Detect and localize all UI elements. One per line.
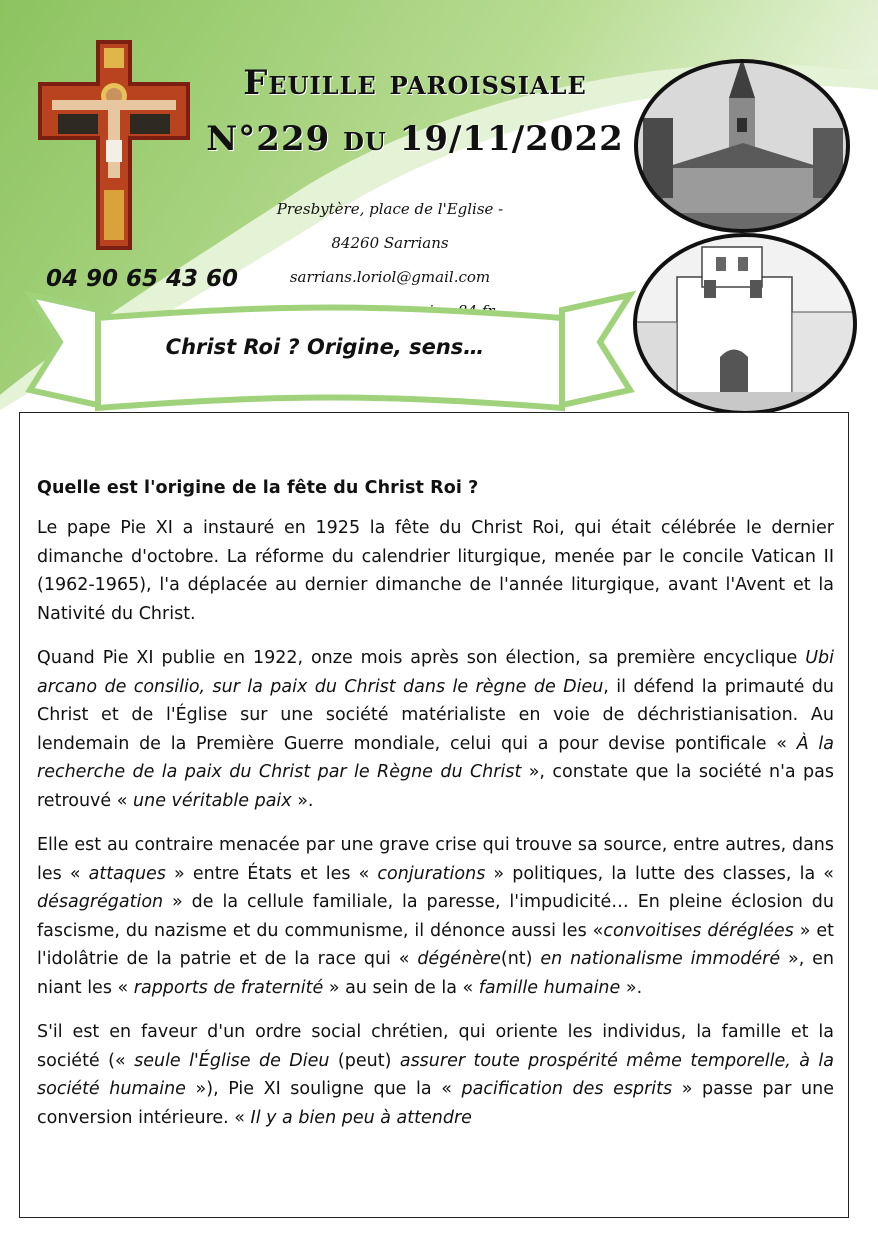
crucifix-image	[38, 40, 190, 250]
issue-number-date: N°229 du 19/11/2022	[206, 119, 624, 159]
title-block	[200, 55, 630, 167]
email-address[interactable]: sarrians.loriol@gmail.com	[289, 268, 491, 286]
address-line: Presbytère, place de l'Eglise -	[276, 200, 504, 218]
church-drawing	[632, 232, 858, 416]
article-content	[37, 478, 834, 1148]
church-photo	[633, 58, 851, 234]
phone-number: 04 90 65 43 60	[46, 266, 239, 292]
article-box	[19, 412, 849, 1218]
paragraph-2: Quand Pie XI publie en 1922, onze mois après son élection, sa première encyclique Ubi arcano de consilio, sur la paix du Christ dans le règne de Dieu, il défend la primauté du Christ et de l'Église sur une société matérialiste en voie de déchristianisation. Au lendemain de la Première Guerre mondiale, celui qui a pour devise pontificale « À la recherche de la paix du Christ par le Règne du Christ », constate que la société n'a pas retrouvé « une véritable paix ».	[37, 648, 834, 811]
sheet-title: Feuille paroissiale	[243, 63, 587, 103]
paragraph-3: Elle est au contraire menacée par une grave crise qui trouve sa source, entre autres, dans les « attaques » entre États et les « conjurations » politiques, la lutte des classes, la « désagrégation » de la cellule familiale, la paresse, l'impudicité… En pleine éclosion du fascisme, du nazisme et du communisme, il dénonce aussi les «convoitises déréglées » et l'idolâtrie de la patrie et de la race qui « dégénère(nt) en nationalisme immodéré », en niant les « rapports de fraternité » au sein de la « famille humaine ».	[37, 835, 834, 998]
article-heading: Quelle est l'origine de la fête du Christ Roi ?	[37, 478, 479, 498]
banner-title: Christ Roi ? Origine, sens…	[165, 335, 485, 359]
paragraph-1: Le pape Pie XI a instauré en 1925 la fête du Christ Roi, qui était célébrée le dernier dimanche d'octobre. La réforme du calendrier liturgique, menée par le concile Vatican II (1962-1965), l'a déplacée au dernier dimanche de l'année liturgique, avant l'Avent et la Nativité du Christ.	[37, 518, 834, 624]
paragraph-4: S'il est en faveur d'un ordre social chrétien, qui oriente les individus, la famille et la société (« seule l'Église de Dieu (peut) assurer toute prospérité même temporelle, à la société humaine »), Pie XI souligne que la « pacification des esprits » passe par une conversion intérieure. « Il y a bien peu à attendre	[37, 1022, 835, 1128]
postal-city: 84260 Sarrians	[331, 234, 449, 252]
